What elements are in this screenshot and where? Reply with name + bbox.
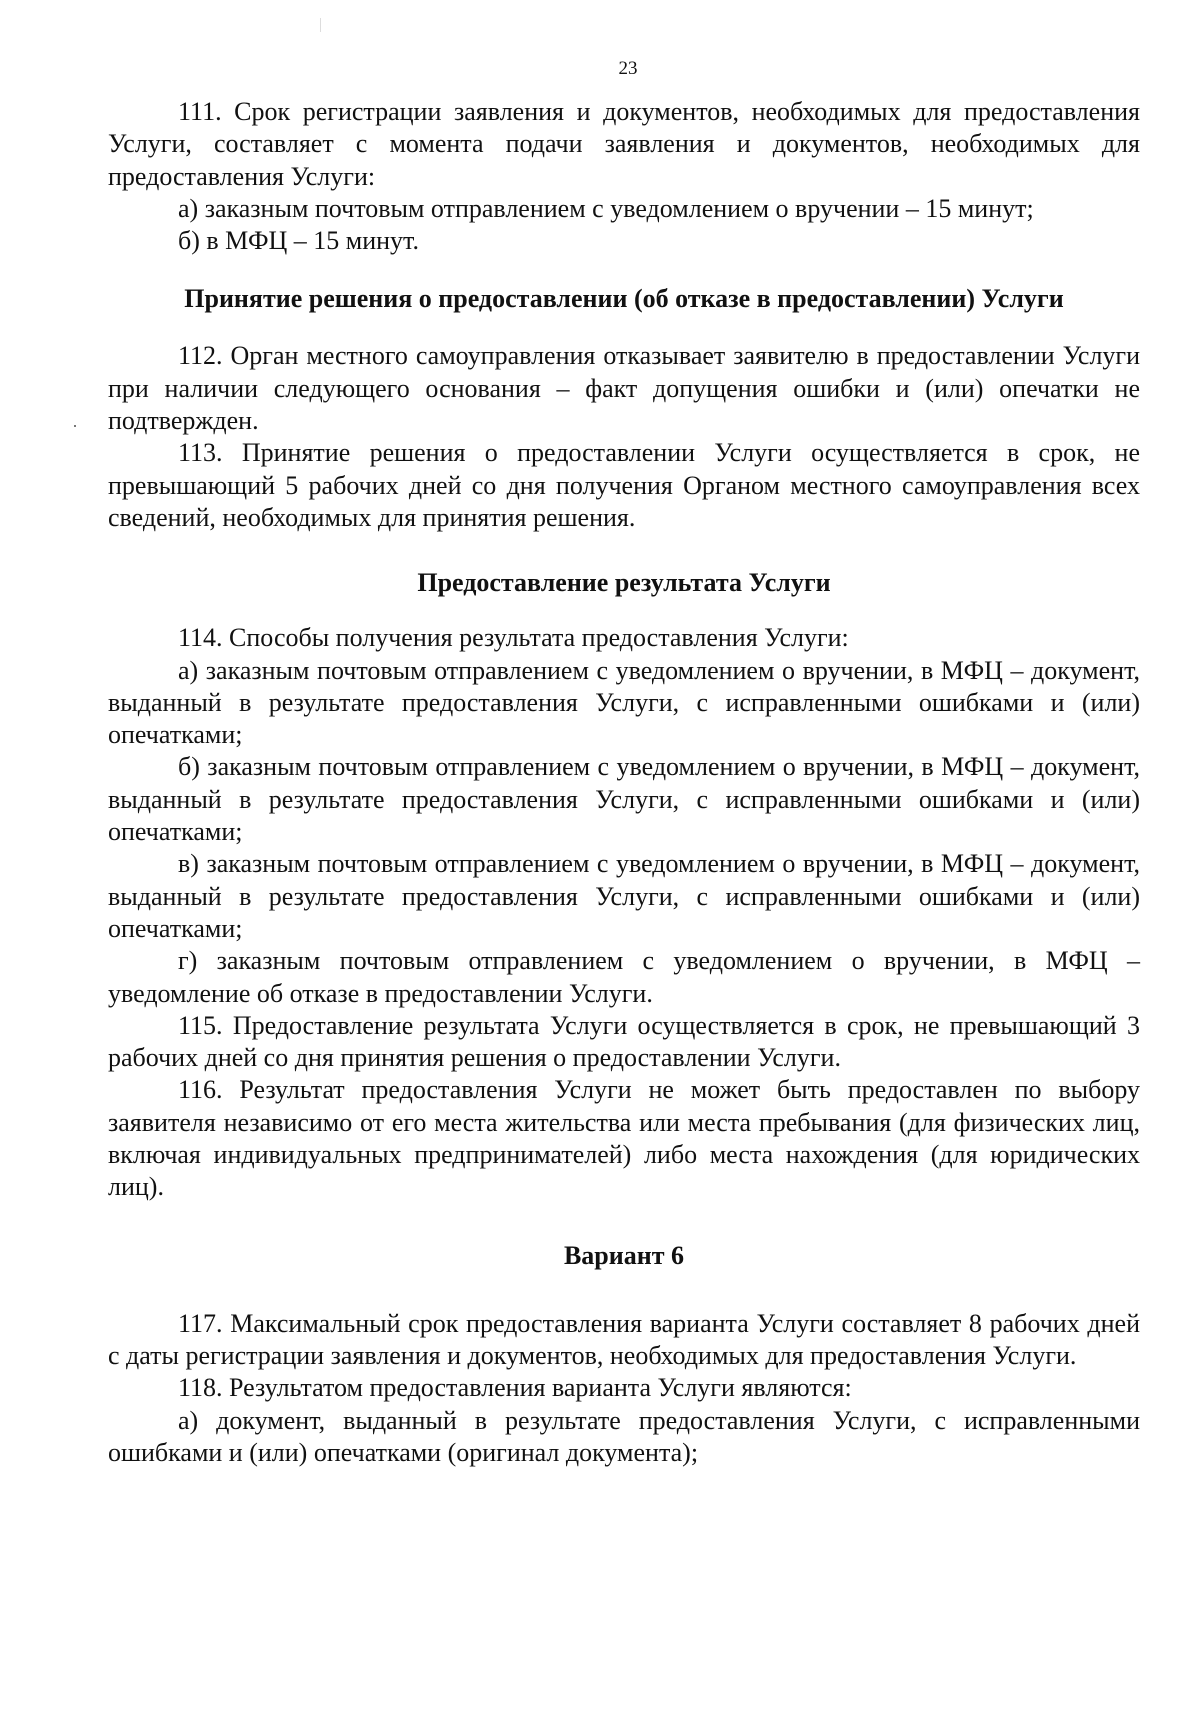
heading-variant-6: Вариант 6: [563, 1240, 685, 1270]
paragraph-117: 117. Максимальный срок предоставления варианта Услуги составляет 8 рабочих дней с даты регистрации заявления и документов, необходимых для предоставления Услуги.: [108, 1308, 1140, 1370]
section-registration: [108, 96, 1140, 257]
heading-decision: Принятие решения о предоставлении (об отказе в предоставлении) Услуги: [184, 284, 1064, 314]
paragraph-118-a: а) документ, выданный в результате предоставления Услуги, с исправленными ошибками и (или) опечатками (оригинал документа);: [108, 1405, 1140, 1467]
paragraph-111-a: а) заказным почтовым отправлением с уведомлением о вручении – 15 минут;: [178, 193, 1034, 223]
heading-result: Предоставление результата Услуги: [417, 568, 831, 598]
paragraph-111: 111. Срок регистрации заявления и документов, необходимых для предоставления Услуги, составляет с момента подачи заявления и документов, необходимых для предоставления Услуги:: [108, 97, 1140, 191]
document-page: [108, 58, 1140, 1469]
paragraph-115: 115. Предоставление результата Услуги осуществляется в срок, не превышающий 3 рабочих дней со дня принятия решения о предоставлении Услуги.: [108, 1010, 1140, 1073]
paragraph-113: 113. Принятие решения о предоставлении Услуги осуществляется в срок, не превышающий 5 рабочих дней со дня получения Органом местного самоуправления всех сведений, необходимых для принятия решения.: [108, 438, 1140, 532]
paragraph-114-c: в) заказным почтовым отправлением с уведомлением о вручении, в МФЦ – документ, выданный в результате предоставления Услуги, с исправленными ошибками и (или) опечатками;: [108, 849, 1140, 943]
paragraph-118: 118. Результатом предоставления варианта Услуги являются:: [178, 1373, 852, 1403]
paragraph-114-b: б) заказным почтовым отправлением с уведомлением о вручении, в МФЦ – документ, выданный в результате предоставления Услуги, с исправленными ошибками и (или) опечатками;: [108, 752, 1140, 847]
paragraph-114-a: а) заказным почтовым отправлением с уведомлением о вручении, в МФЦ – документ, выданный в результате предоставления Услуги, с исправленными ошибками и (или) опечатками;: [108, 655, 1140, 750]
scan-artifact-dot: [74, 425, 76, 427]
paragraph-114: 114. Способы получения результата предоставления Услуги:: [178, 623, 849, 653]
paragraph-111-b: б) в МФЦ – 15 минут.: [178, 226, 419, 256]
section-decision: [108, 340, 1140, 534]
page-number: 23: [618, 58, 638, 79]
paragraph-112: 112. Орган местного самоуправления отказывает заявителю в предоставлении Услуги при наличии следующего основания – факт допущения ошибки и (или) опечатки не подтвержден.: [108, 341, 1140, 436]
scan-artifact-line: [320, 18, 321, 32]
paragraph-114-d: г) заказным почтовым отправлением с уведомлением о вручении, в МФЦ – уведомление об отказе в предоставлении Услуги.: [108, 946, 1140, 1008]
section-variant-6: [108, 1308, 1140, 1469]
section-result: [108, 622, 1140, 1203]
paragraph-116: 116. Результат предоставления Услуги не может быть предоставлен по выбору заявителя независимо от его места жительства или места пребывания (для физических лиц, включая индивидуальных предпринимателей) либо места нахождения (для юридических лиц).: [108, 1075, 1140, 1202]
